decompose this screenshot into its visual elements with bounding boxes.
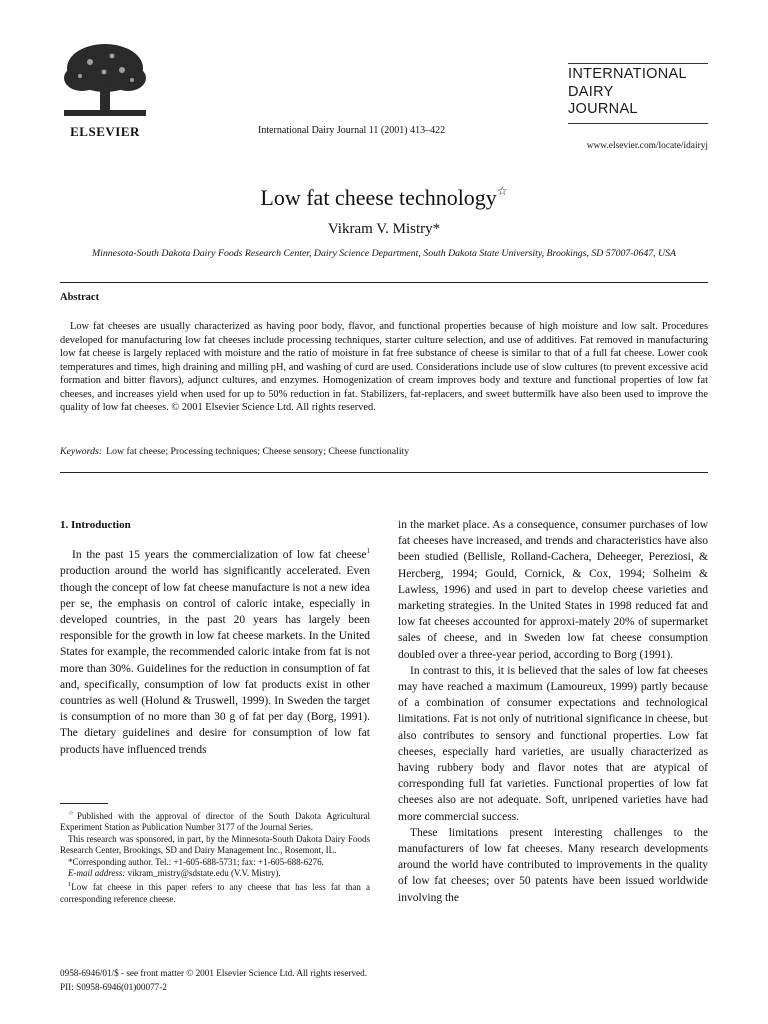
journal-brand-line-2: DAIRY xyxy=(568,83,614,100)
left-column xyxy=(60,517,370,758)
title-footnote-mark[interactable]: ☆ xyxy=(496,184,508,198)
journal-citation: International Dairy Journal 11 (2001) 413–422 xyxy=(258,125,446,136)
body-paragraph: in the market place. As a consequence, consumer purchases of low fat cheeses have increased, and trends and characteristics have also been studied (Bellisle, Rolland-Cachera, Deheeger, Pereziosi, & Hercberg, 1994; Gould, Cornick, & Cox, 1994; Solheim & Lawless, 1996) and used in part to develop cheese varieties and marketing strategies. In the United States in 1998 reduced fat and low fat cheeses accounted for approxi-mately 20% of supermarket sales of cheese, and in Sweden low fat cheese consumption doubled over a three-year period, according to Borg (1991). xyxy=(398,519,708,661)
journal-brand xyxy=(568,66,687,119)
body-paragraph: In contrast to this, it is believed that the sales of low fat cheeses may have reached a maximum (Lamoureux, 1999) partly because of a combination of consumer expectations and technological limitations. Fat is not only of nutritional significance in cheese, but also contributes to sensory and functional properties. Low fat cheeses, especially hard varieties, are usually characterized as having rubbery body and flavor notes that are atypical of corresponding full fat varieties. Functional properties of low fat cheeses also are not adequate. Soft, unripened varieties have had more commercial success. xyxy=(398,664,708,823)
keywords-list: Low fat cheese; Processing techniques; Cheese sensory; Cheese functionality xyxy=(106,446,410,457)
right-column xyxy=(398,517,708,906)
pii-line: PII: S0958-6946(01)00077-2 xyxy=(60,982,167,992)
page-footer xyxy=(60,966,367,994)
author-name: Vikram V. Mistry* xyxy=(327,221,441,237)
footnotes xyxy=(60,808,370,905)
footnote-divider xyxy=(60,803,108,804)
keywords xyxy=(60,446,409,457)
footnote-1: $^1$Low fat cheese in this paper refers to any cheese that has less fat than a corresponding reference cheese. xyxy=(60,881,370,904)
abstract-heading: Abstract xyxy=(60,292,100,303)
footnote-sponsor: This research was sponsored, in part, by the Minnesota-South Dakota Dairy Foods Research Center, Brookings, SD and Dairy Management Inc., Rosemont, IL. xyxy=(60,833,370,856)
footnote-ref-1[interactable]: 1 xyxy=(366,547,370,556)
footnote-corresponding: *Corresponding author. Tel.: +1-605-688-5731; fax: +1-605-688-6276. xyxy=(68,856,324,867)
footnote-email: E-mail address: vikram_mistry@sdstate.edu (V.V. Mistry). xyxy=(68,868,281,879)
journal-brand-line-1: INTERNATIONAL xyxy=(568,66,687,82)
abstract-divider xyxy=(60,472,708,473)
article-title-text: Low fat cheese technology xyxy=(260,185,497,210)
email-link[interactable]: vikram_mistry@sdstate.edu (V.V. Mistry). xyxy=(127,868,281,879)
top-divider xyxy=(60,282,708,283)
article-title xyxy=(0,184,768,211)
abstract-text: Low fat cheeses are usually characterized as having poor body, flavor, and functional properties because of high moisture and low salt. Procedures developed for manufacturing low fat cheeses include processing techniques, starter culture selection, and use of additives. Fat removed in manufacturing low fat cheese is largely replaced with moisture and the ratio of moisture in fat free substance of cheese is similar to that of a full fat cheese. Lower cook temperatures and times, high draining and milling pH, and washing of curd are used. Considerations include use of slow cultures (to prevent excessive acid formation and bitter flavors), adjunct cultures, and enzymes. Homogenization of cream improves body and texture and functional properties of low fat cheeses, and increases yield when used for up to 50% reduction in fat. Stabilizers, fat-replacers, and sweet buttermilk have also been used to improve the quality of low fat cheeses. © 2001 Elsevier Science Ltd. All rights reserved. xyxy=(60,321,708,413)
author-affiliation: Minnesota-South Dakota Dairy Foods Research Center, Dairy Science Department, South Dakota State University, Brookings, SD 57007-0647, USA xyxy=(92,248,676,259)
issn-line: 0958-6946/01/$ - see front matter © 2001 Elsevier Science Ltd. All rights reserved. xyxy=(60,968,368,978)
section-heading: 1. Introduction xyxy=(60,519,131,531)
body-paragraph: These limitations present interesting challenges to the manufacturers of low fat cheeses. Many research developments around the world have contributed to improvements in the quality of low fat cheeses; over 50 patents have been issued worldwide involving the xyxy=(398,826,708,904)
footnote-approval: ☆Published with the approval of director of the South Dakota Agricultural Experiment Station as Publication Number 3177 of the Journal Series. xyxy=(60,810,370,833)
keywords-label: Keywords: xyxy=(60,446,103,457)
body-paragraph: In the past 15 years the commercialization of low fat cheese$^1$ production around the world has significantly accelerated. Even though the concept of low fat cheese manufacture is not a new idea per se, the emphasis on control of caloric intake, especially in developed countries, in the past 20 years has largely been responsible for the growth in low fat cheese markets. In the United States for example, the recommended caloric intake from fat is not more than 30%. Guidelines for the reduction in consumption of fat and, specifically, consumption of low fat products exist in other countries as well (Holund & Truswell, 1999). In Sweden the target is consumption of no more than 30 g of fat per day (Borg, 1991). The dietary guidelines and desire for consumption of low fat products have influenced trends xyxy=(60,547,370,756)
publisher-name: ELSEVIER xyxy=(70,124,140,139)
journal-brand-line-3: JOURNAL xyxy=(568,101,638,117)
journal-url[interactable]: www.elsevier.com/locate/idairyj xyxy=(586,141,708,151)
